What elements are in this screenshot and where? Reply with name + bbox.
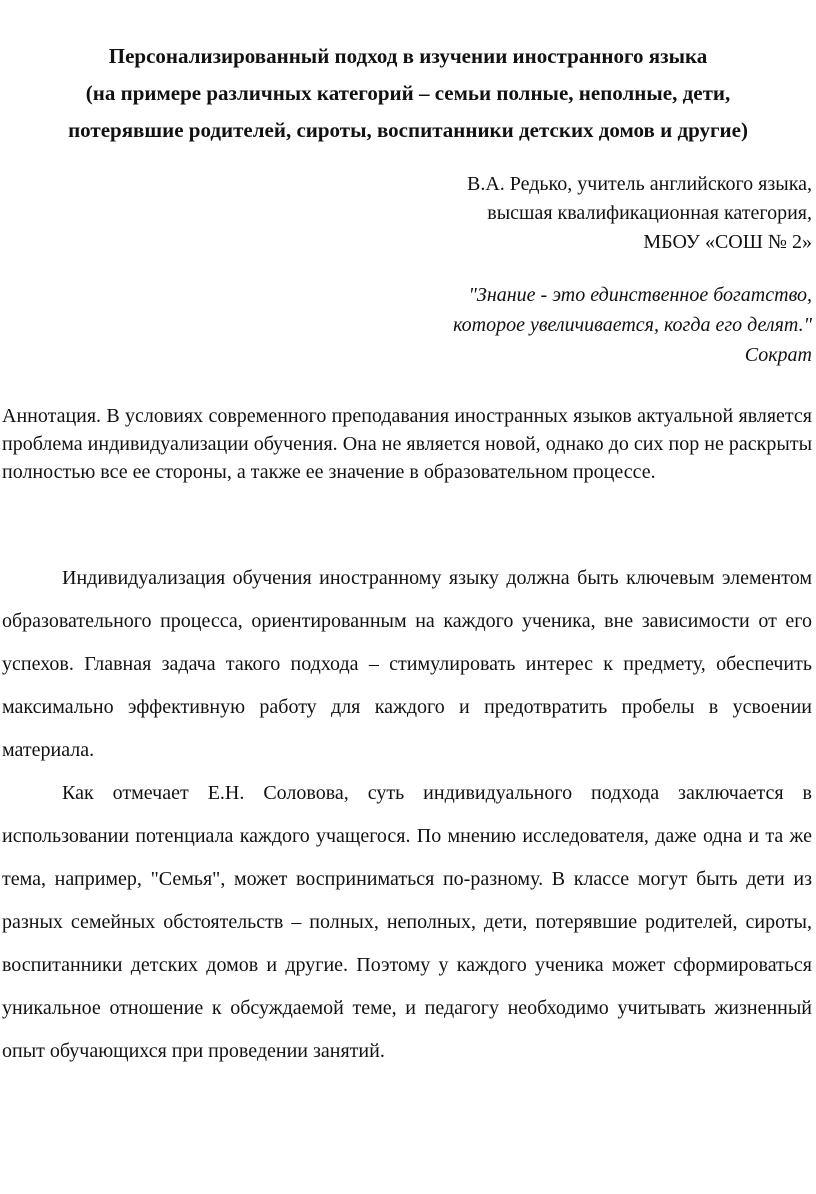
epigraph-quote-line-1: "Знание - это единственное богатство, (468, 284, 812, 306)
epigraph (453, 280, 812, 370)
epigraph-author: Сократ (744, 344, 812, 366)
document-title (0, 38, 816, 149)
author-school-line: МБОУ «СОШ № 2» (643, 231, 812, 253)
epigraph-quote-line-2: которое увеличивается, когда его делят." (453, 314, 812, 336)
body-text (2, 557, 812, 1073)
author-name-line: В.А. Редько, учитель английского языка, (467, 173, 812, 195)
body-paragraph-1: Индивидуализация обучения иностранному языку должна быть ключевым элементом образовательного процесса, ориентированным на каждого ученика, вне зависимости от его успехов. Главная задача такого подхода – стимулировать интерес к предмету, обеспечить максимально эффективную работу для каждого и предотвратить пробелы в усвоении материала. (2, 567, 812, 761)
title-line-1: Персонализированный подход в изучении иностранного языка (108, 44, 708, 68)
title-line-2: (на примере различных категорий – семьи полные, неполные, дети, (85, 81, 731, 105)
author-category-line: высшая квалификационная категория, (487, 202, 812, 224)
author-info (467, 170, 812, 257)
annotation-paragraph: Аннотация. В условиях современного преподавания иностранных языков актуальной является проблема индивидуализации обучения. Она не является новой, однако до сих пор не раскрыты полностью все ее стороны, а также ее значение в образовательном процессе. (2, 405, 812, 483)
title-line-3: потерявшие родителей, сироты, воспитанники детских домов и другие) (68, 118, 748, 142)
body-paragraph-2: Как отмечает Е.Н. Соловова, суть индивидуального подхода заключается в использовании потенциала каждого учащегося. По мнению исследователя, даже одна и та же тема, например, "Семья", может восприниматься по-разному. В классе могут быть дети из разных семейных обстоятельств – полных, неполных, дети, потерявшие родителей, сироты, воспитанники детских домов и другие. Поэтому у каждого ученика может сформироваться уникальное отношение к обсуждаемой теме, и педагогу необходимо учитывать жизненный опыт обучающихся при проведении занятий. (2, 782, 812, 1062)
